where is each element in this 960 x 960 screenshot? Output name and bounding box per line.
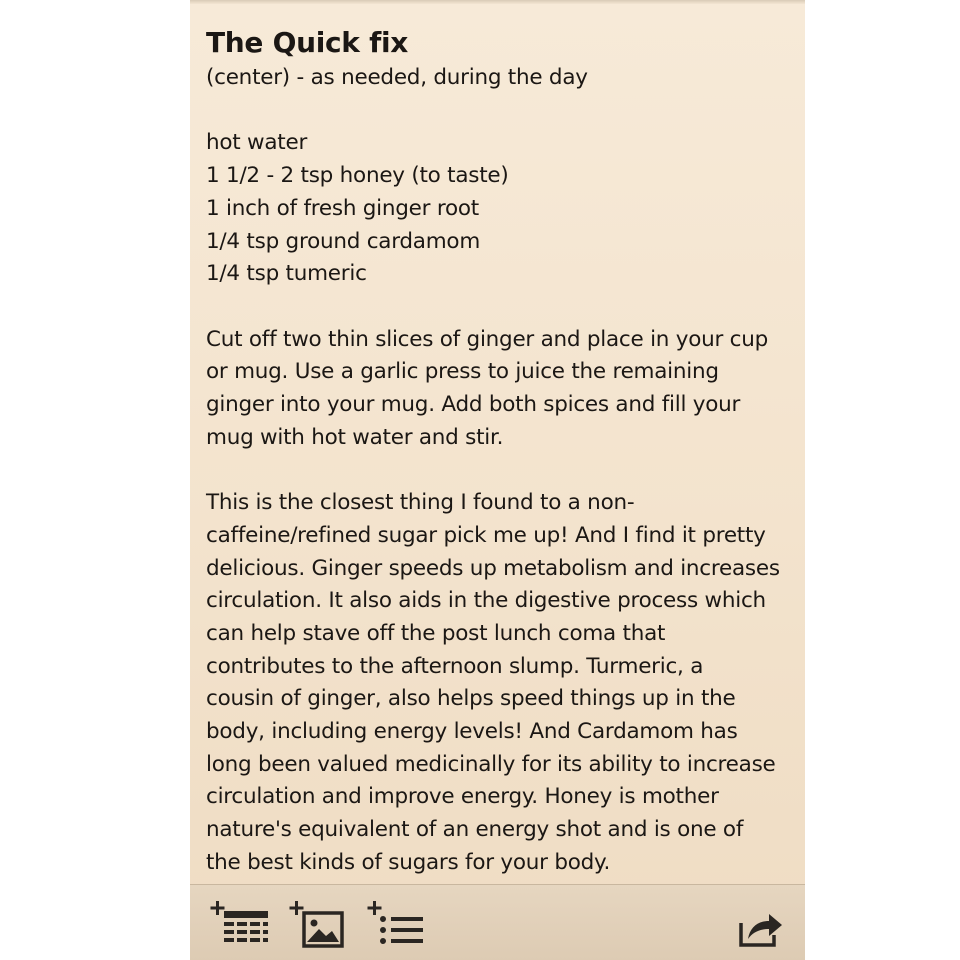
add-list-button[interactable] bbox=[367, 901, 427, 951]
note-subtitle: (center) - as needed, during the day bbox=[206, 65, 588, 90]
description-line: the best kinds of sugars for your body. bbox=[206, 849, 611, 875]
add-table-icon bbox=[210, 901, 272, 951]
description-line: This is the closest thing I found to a non- bbox=[206, 490, 635, 516]
ingredient-item: 1/4 tsp ground cardamom bbox=[206, 228, 481, 254]
instructions-line: mug with hot water and stir. bbox=[206, 424, 504, 450]
add-image-button[interactable] bbox=[289, 901, 349, 951]
add-table-button[interactable] bbox=[210, 901, 272, 951]
description-line: cousin of ginger, also helps speed things up in the bbox=[206, 686, 736, 712]
ingredients-list bbox=[206, 127, 796, 291]
description-line: caffeine/refined sugar pick me up! And I find it pretty bbox=[206, 522, 766, 548]
note-top-edge bbox=[190, 0, 805, 4]
ingredient-item: 1/4 tsp tumeric bbox=[206, 261, 367, 287]
add-list-icon bbox=[367, 901, 427, 951]
spacer bbox=[206, 454, 796, 487]
ingredient-item: 1 1/2 - 2 tsp honey (to taste) bbox=[206, 163, 509, 189]
description-line: can help stave off the post lunch coma that bbox=[206, 620, 666, 646]
instructions-line: Cut off two thin slices of ginger and place in your cup bbox=[206, 326, 769, 352]
spacer bbox=[206, 291, 796, 324]
note-title: The Quick fix bbox=[206, 26, 409, 59]
share-button[interactable] bbox=[736, 901, 786, 951]
instructions-line: or mug. Use a garlic press to juice the remaining bbox=[206, 359, 719, 385]
share-icon bbox=[736, 901, 786, 951]
instructions-line: ginger into your mug. Add both spices and fill your bbox=[206, 392, 741, 417]
note-page bbox=[190, 0, 805, 960]
bottom-toolbar bbox=[190, 884, 805, 960]
description-line: circulation. It also aids in the digestive process which bbox=[206, 588, 766, 614]
description-line: body, including energy levels! And Cardamom has bbox=[206, 719, 738, 745]
note-content[interactable] bbox=[206, 24, 796, 880]
add-image-icon bbox=[289, 901, 349, 951]
ingredient-item: hot water bbox=[206, 130, 308, 156]
description-line: contributes to the afternoon slump. Turmeric, a bbox=[206, 653, 704, 679]
description-line: circulation and improve energy. Honey is mother bbox=[206, 784, 719, 810]
spacer bbox=[206, 95, 796, 128]
description-line: nature's equivalent of an energy shot and is one of bbox=[206, 817, 744, 843]
ingredient-item: 1 inch of fresh ginger root bbox=[206, 195, 479, 221]
description-line: delicious. Ginger speeds up metabolism and increases bbox=[206, 555, 780, 581]
description-line: long been valued medicinally for its ability to increase bbox=[206, 751, 776, 777]
phone-frame bbox=[190, 0, 805, 960]
instructions-paragraph bbox=[206, 324, 796, 455]
description-paragraph bbox=[206, 487, 796, 879]
